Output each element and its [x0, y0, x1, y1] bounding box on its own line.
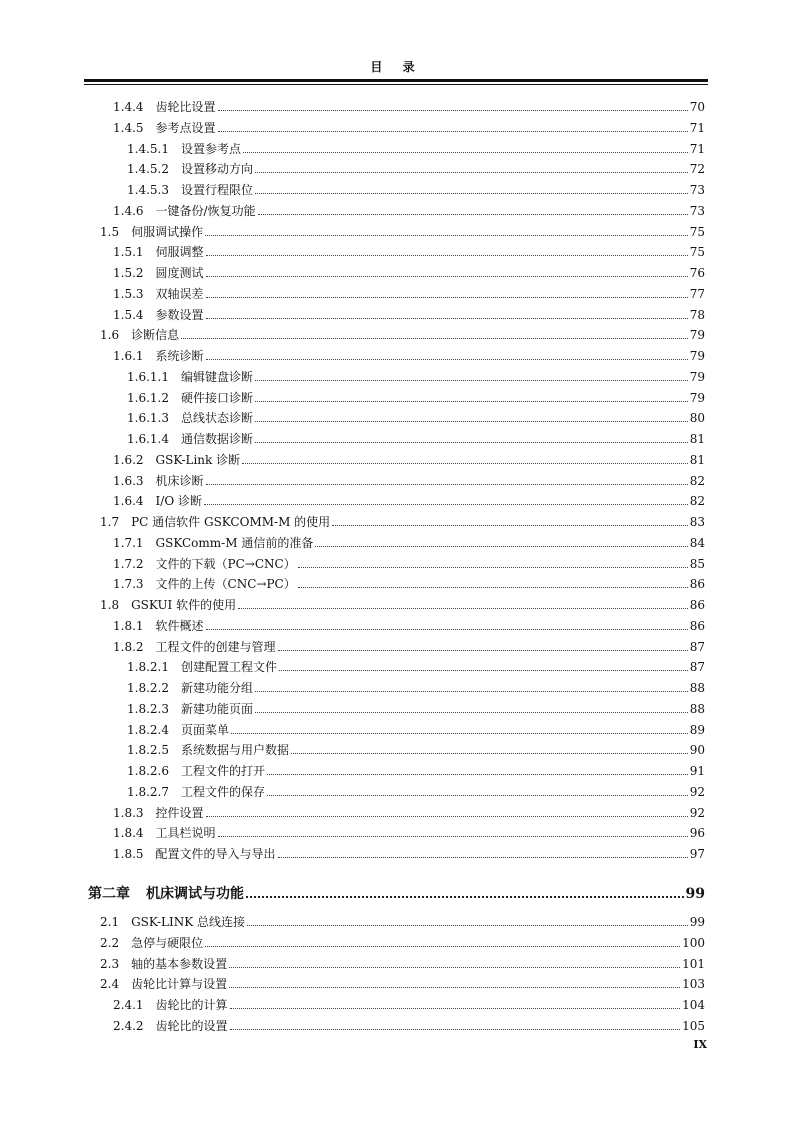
toc-entry-page: 84	[689, 535, 705, 550]
toc-entry[interactable]	[113, 800, 705, 820]
toc-entry-number: 1.8.2.6	[127, 764, 169, 778]
toc-leader-dots	[278, 857, 688, 858]
toc-entry-title: 伺服调试操作	[131, 224, 204, 239]
toc-entry[interactable]	[100, 930, 705, 950]
toc-entry[interactable]	[113, 447, 705, 467]
toc-entry-title: 系统诊断	[155, 349, 204, 363]
toc-entry-number: 1.6.1.3	[127, 411, 169, 426]
toc-leader-dots	[255, 442, 688, 443]
toc-entry[interactable]	[100, 322, 705, 342]
toc-entry-number: 1.8.3	[113, 805, 144, 820]
toc-entry-page: 79	[689, 369, 705, 384]
toc-entry-title: 参考点设置	[155, 120, 216, 135]
toc-entry-number: 1.8	[100, 598, 120, 612]
toc-entry[interactable]	[100, 219, 705, 239]
toc-entry-number: 第二章	[88, 886, 130, 902]
toc-leader-dots	[218, 131, 688, 132]
toc-entry-page: 105	[682, 1018, 705, 1033]
toc-entry-page: 75	[689, 224, 705, 239]
toc-entry-title: 工具栏说明	[155, 826, 216, 841]
toc-entry-number: 1.4.4	[113, 100, 144, 114]
toc-entry-page: 81	[689, 432, 705, 446]
toc-entry-title: 一键备份/恢复功能	[155, 203, 256, 218]
toc-leader-dots	[206, 255, 688, 256]
toc-leader-dots	[255, 380, 688, 381]
toc-leader-dots	[204, 504, 688, 505]
toc-leader-dots	[315, 546, 687, 547]
toc-leader-dots	[267, 795, 688, 796]
toc-entry-number: 1.8.2.2	[127, 681, 169, 695]
toc-entry-page: 103	[682, 977, 705, 992]
toc-entry[interactable]	[113, 571, 705, 591]
toc-entry-page: 88	[689, 701, 705, 716]
toc-entry-title: 齿轮比设置	[155, 100, 216, 114]
toc-entry-page: 82	[689, 473, 705, 488]
toc-entry[interactable]	[113, 992, 705, 1012]
toc-entry-number: 1.8.4	[113, 826, 144, 841]
header-rule-thick	[84, 79, 708, 82]
toc-entry-number: 1.4.6	[113, 203, 144, 218]
toc-entry-page: 71	[689, 120, 705, 135]
toc-entry-number: 1.6.1	[113, 349, 144, 363]
toc-entry-page: 97	[689, 847, 705, 861]
toc-entry[interactable]	[113, 820, 705, 840]
toc-entry[interactable]	[127, 364, 705, 384]
toc-leader-dots	[258, 214, 688, 215]
toc-entry-number: 1.5	[100, 224, 120, 239]
toc-entry-title: 文件的下载（PC→CNC）	[155, 556, 296, 571]
toc-entry[interactable]	[127, 737, 705, 757]
toc-entry-number: 2.4.2	[113, 1018, 144, 1033]
toc-entry-title: I/O 诊断	[155, 494, 202, 509]
toc-entry-page: 81	[689, 452, 705, 467]
toc-entry-page: 89	[689, 722, 705, 737]
toc-entry-title: 新建功能分组	[180, 681, 253, 695]
toc-entry-title: GSKUI 软件的使用	[131, 598, 237, 612]
toc-entry-page: 79	[689, 390, 705, 405]
toc-entry-number: 1.5.1	[113, 245, 144, 260]
toc-leader-dots	[242, 463, 688, 464]
toc-leader-dots	[230, 1008, 681, 1009]
toc-entry-number: 2.4.1	[113, 998, 144, 1012]
toc-entry-number: 1.5.2	[113, 266, 144, 280]
toc-entry-title: 工程文件的打开	[180, 764, 265, 778]
toc-entry-title: 创建配置工程文件	[180, 660, 277, 675]
toc-entry-number: 1.8.2.5	[127, 743, 169, 758]
toc-leader-dots	[278, 650, 688, 651]
toc-entry-number: 1.6.2	[113, 452, 144, 467]
toc-entry[interactable]	[113, 634, 705, 654]
toc-entry-page: 101	[682, 956, 705, 971]
toc-leader-dots	[206, 816, 688, 817]
toc-leader-dots	[255, 193, 688, 194]
toc-entry[interactable]	[113, 1013, 705, 1033]
toc-leader-dots	[205, 946, 680, 947]
toc-entry-page: 75	[689, 245, 705, 260]
toc-entry-number: 1.4.5	[113, 120, 144, 135]
toc-entry[interactable]	[127, 717, 705, 737]
toc-entry-number: 1.8.2	[113, 639, 144, 654]
toc-leader-dots	[206, 359, 688, 360]
toc-entry[interactable]	[113, 260, 705, 280]
toc-entry-page: 100	[682, 935, 705, 950]
toc-entry[interactable]	[113, 530, 705, 550]
toc-leader-dots	[279, 670, 688, 671]
toc-entry-title: 工程文件的创建与管理	[155, 639, 276, 654]
toc-entry-page: 73	[689, 203, 705, 218]
toc-entry-title: 双轴误差	[155, 286, 204, 301]
toc-entry[interactable]	[113, 198, 705, 218]
toc-entry-page: 96	[689, 826, 705, 841]
toc-entry-number: 2.3	[100, 956, 120, 971]
toc-entry-title: 硬件接口诊断	[180, 390, 253, 405]
toc-entry-page: 99	[685, 886, 705, 902]
toc-entry-title: 通信数据诊断	[180, 432, 253, 446]
toc-entry-page: 85	[689, 556, 705, 571]
toc-leader-dots	[205, 235, 688, 236]
toc-leader-dots	[229, 967, 680, 968]
toc-leader-dots	[255, 401, 688, 402]
toc-leader-dots	[246, 896, 684, 898]
toc-entry-page: 92	[689, 784, 705, 799]
toc-entry-title: 齿轮比的计算	[155, 998, 228, 1012]
toc-leader-dots	[243, 152, 688, 153]
toc-entry-title: GSK-LINK 总线连接	[131, 915, 246, 929]
toc-entry-title: 页面菜单	[180, 722, 229, 737]
toc-entry-number: 1.5.3	[113, 286, 144, 301]
toc-leader-dots	[332, 525, 688, 526]
toc-entry-number: 1.8.2.4	[127, 722, 169, 737]
toc-entry[interactable]	[113, 841, 705, 861]
toc-entry-page: 76	[689, 266, 705, 280]
toc-leader-dots	[267, 774, 688, 775]
toc-entry-title: 诊断信息	[131, 328, 180, 343]
toc-entry[interactable]	[100, 509, 705, 529]
toc-entry-title: 软件概述	[155, 618, 204, 633]
toc-entry-page: 72	[689, 162, 705, 177]
toc-entry[interactable]	[113, 302, 705, 322]
toc-leader-dots	[206, 484, 688, 485]
toc-entry-number: 1.7.3	[113, 577, 144, 592]
toc-entry-title: 圆度测试	[155, 266, 204, 280]
toc-leader-dots	[229, 987, 680, 988]
toc-entry-number: 1.7.1	[113, 535, 144, 550]
toc-entry-page: 86	[689, 577, 705, 592]
toc-entry-page: 88	[689, 681, 705, 695]
toc-entry-page: 77	[689, 286, 705, 301]
toc-entry[interactable]	[127, 426, 705, 446]
toc-entry-page: 79	[689, 328, 705, 343]
toc-leader-dots	[247, 925, 688, 926]
toc-entry[interactable]	[113, 613, 705, 633]
toc-entry-page: 104	[682, 998, 705, 1012]
toc-entry-title: 配置文件的导入与导出	[155, 847, 276, 861]
toc-entry-page: 87	[689, 660, 705, 675]
page-header-title: 目 录	[370, 60, 423, 74]
toc-entry[interactable]	[127, 654, 705, 674]
toc-entry-title: 参数设置	[155, 307, 204, 322]
toc-entry-number: 1.4.5.2	[127, 162, 169, 177]
header-rule-thin	[84, 84, 708, 85]
toc-entry-page: 87	[689, 639, 705, 654]
toc-entry-title: 控件设置	[155, 805, 204, 820]
toc-entry-page: 90	[689, 743, 705, 758]
toc-entry-number: 1.8.5	[113, 847, 144, 861]
toc-entry[interactable]	[127, 758, 705, 778]
toc-entry-title: 总线状态诊断	[180, 411, 253, 426]
toc-entry-number: 2.2	[100, 935, 120, 950]
toc-entry[interactable]	[100, 951, 705, 971]
toc-entry-page: 99	[689, 915, 705, 929]
toc-entry-title: 新建功能页面	[180, 701, 253, 716]
toc-entry-page: 70	[689, 100, 705, 114]
toc-entry-page: 79	[689, 349, 705, 363]
toc-entry-title: 机床调试与功能	[146, 886, 244, 902]
toc-leader-dots	[230, 1029, 681, 1030]
toc-entry-number: 1.6.3	[113, 473, 144, 488]
toc-leader-dots	[255, 172, 688, 173]
toc-entry-page: 86	[689, 618, 705, 633]
toc-entry-number: 2.4	[100, 977, 120, 992]
toc-entry-title: GSKComm-M 通信前的准备	[155, 535, 314, 550]
toc-entry-title: 系统数据与用户数据	[180, 743, 289, 758]
toc-entry[interactable]	[127, 156, 705, 176]
toc-entry-number: 1.8.2.1	[127, 660, 169, 675]
toc-entry[interactable]	[127, 385, 705, 405]
toc-entry-title: 齿轮比计算与设置	[131, 977, 228, 992]
toc-entry-number: 1.8.1	[113, 618, 144, 633]
toc-entry[interactable]	[113, 239, 705, 259]
toc-entry-page: 92	[689, 805, 705, 820]
toc-leader-dots	[238, 608, 688, 609]
toc-leader-dots	[298, 587, 688, 588]
toc-entry-title: 设置参考点	[180, 141, 241, 156]
toc-entry-title: 伺服调整	[155, 245, 204, 260]
toc-entry-number: 2.1	[100, 915, 120, 929]
toc-entry-title: 设置行程限位	[180, 183, 253, 197]
toc-leader-dots	[291, 753, 688, 754]
toc-entry[interactable]	[113, 281, 705, 301]
toc-entry[interactable]	[113, 468, 705, 488]
toc-entry[interactable]	[127, 675, 705, 695]
toc-entry-number: 1.8.2.7	[127, 784, 169, 799]
toc-leader-dots	[231, 733, 688, 734]
toc-entry[interactable]	[127, 779, 705, 799]
toc-entry-page: 71	[689, 141, 705, 156]
toc-entry-number: 1.6.1.4	[127, 432, 169, 446]
toc-leader-dots	[255, 691, 688, 692]
toc-entry-title: 工程文件的保存	[180, 784, 265, 799]
toc-leader-dots	[218, 836, 688, 837]
toc-entry-title: 编辑键盘诊断	[180, 369, 253, 384]
toc-entry-number: 1.4.5.1	[127, 141, 169, 156]
toc-leader-dots	[206, 629, 688, 630]
toc-leader-dots	[255, 712, 688, 713]
toc-entry-page: 80	[689, 411, 705, 426]
toc-leader-dots	[206, 297, 688, 298]
toc-entry[interactable]	[127, 696, 705, 716]
toc-entry-title: GSK-Link 诊断	[155, 452, 241, 467]
toc-leader-dots	[206, 276, 688, 277]
toc-entry-number: 1.5.4	[113, 307, 144, 322]
toc-entry-title: 机床诊断	[155, 473, 204, 488]
toc-leader-dots	[255, 421, 688, 422]
toc-entry-number: 1.7	[100, 515, 120, 529]
toc-chapter-entry[interactable]	[88, 879, 705, 901]
toc-entry-title: 文件的上传（CNC→PC）	[155, 577, 296, 592]
toc-entry[interactable]	[113, 343, 705, 363]
toc-entry-number: 1.8.2.3	[127, 701, 169, 716]
toc-entry[interactable]	[127, 136, 705, 156]
toc-leader-dots	[206, 318, 688, 319]
toc-entry-page: 78	[689, 307, 705, 322]
toc-entry-number: 1.4.5.3	[127, 183, 169, 197]
toc-leader-dots	[218, 110, 688, 111]
footer-page-number: IX	[693, 1038, 707, 1051]
toc-entry-page: 83	[689, 515, 705, 529]
toc-leader-dots	[298, 567, 688, 568]
toc-entry-page: 86	[689, 598, 705, 612]
toc-entry[interactable]	[100, 971, 705, 991]
toc-entry[interactable]	[127, 177, 705, 197]
toc-entry[interactable]	[127, 405, 705, 425]
toc-entry-title: 轴的基本参数设置	[131, 956, 228, 971]
toc-entry-number: 1.6.4	[113, 494, 144, 509]
toc-entry-number: 1.7.2	[113, 556, 144, 571]
toc-entry-number: 1.6.1.1	[127, 369, 169, 384]
toc-entry-number: 1.6.1.2	[127, 390, 169, 405]
toc-entry-number: 1.6	[100, 328, 120, 343]
toc-entry-title: 急停与硬限位	[131, 935, 204, 950]
toc-entry[interactable]	[113, 94, 705, 114]
toc-entry[interactable]	[113, 551, 705, 571]
toc-entry-page: 82	[689, 494, 705, 509]
toc-entry[interactable]	[100, 592, 705, 612]
toc-entry-page: 91	[689, 764, 705, 778]
toc-entry[interactable]	[113, 488, 705, 508]
toc-entry-title: 设置移动方向	[180, 162, 253, 177]
toc-leader-dots	[181, 338, 688, 339]
toc-entry-title: PC 通信软件 GSKCOMM-M 的使用	[131, 515, 331, 529]
toc-entry[interactable]	[100, 909, 705, 929]
toc-entry[interactable]	[113, 115, 705, 135]
toc-entry-page: 73	[689, 183, 705, 197]
toc-entry-title: 齿轮比的设置	[155, 1018, 228, 1033]
